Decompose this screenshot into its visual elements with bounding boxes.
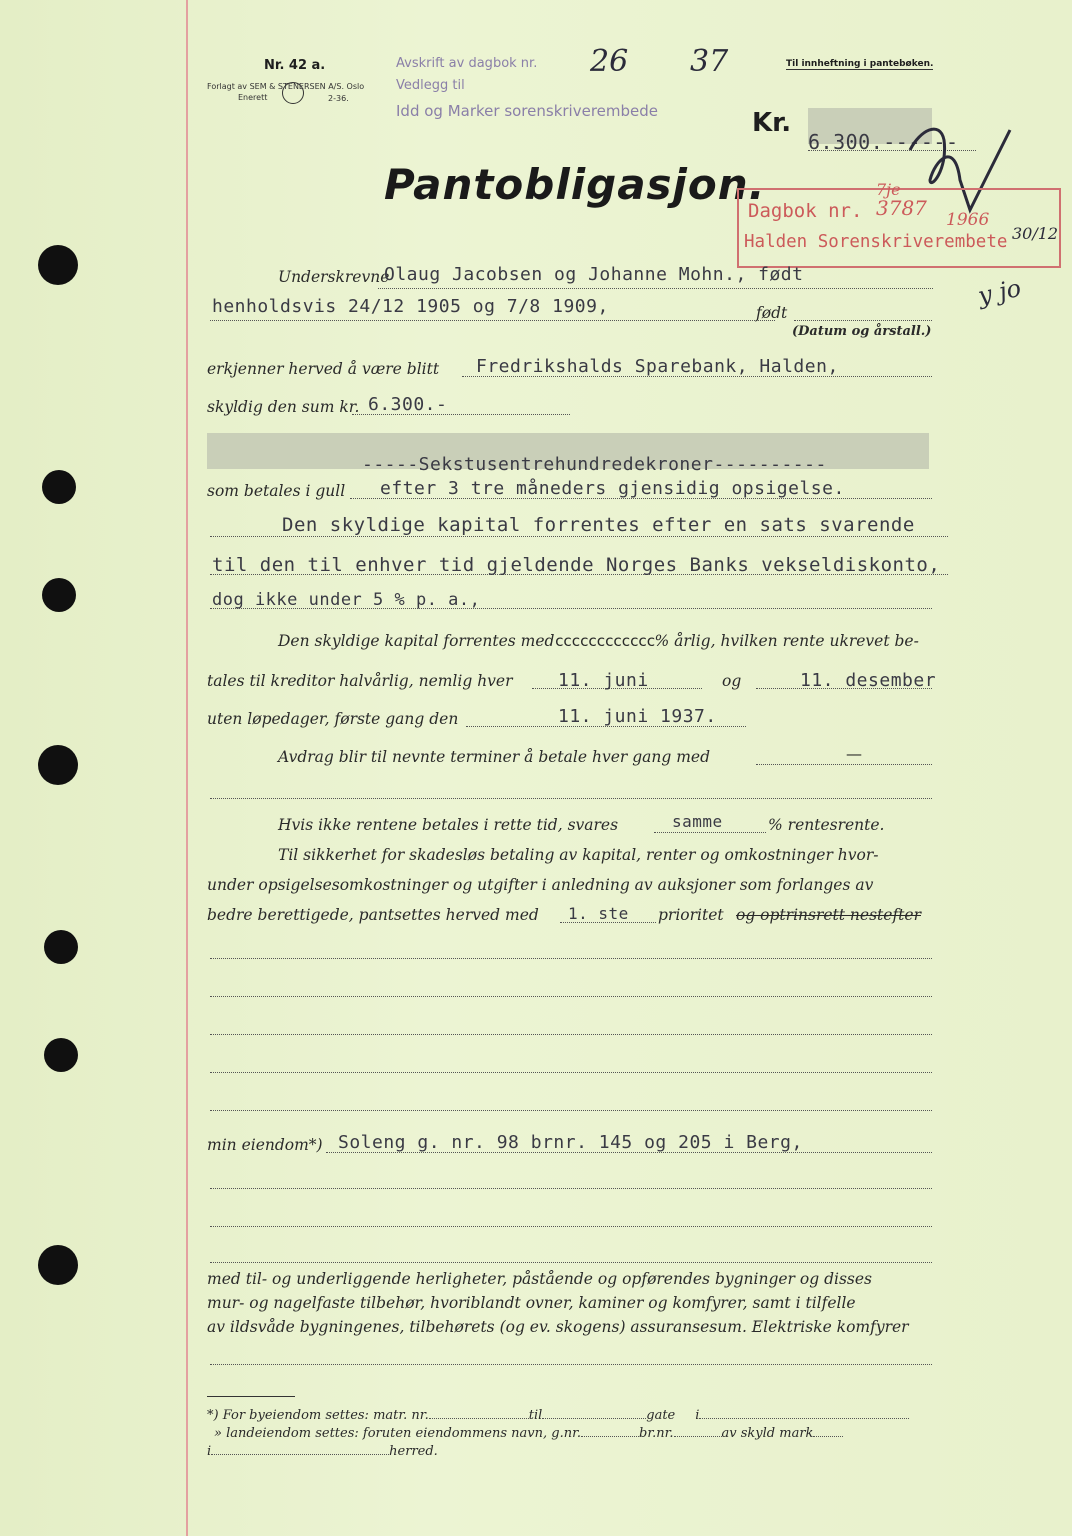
optrinsrett-struck: og optrinsrett nestefter [736,906,921,924]
punch-hole-5 [44,930,78,964]
kr-amount: 6.300.------ [808,130,959,154]
undersigned-label: Underskrevne [278,268,390,286]
publisher-logo [282,82,304,104]
interest-struck: cccccccccccc [554,632,655,650]
punch-hole-7 [38,1245,78,1285]
footnote-line-1: *) For byeiendom settes: matr. nr. til gate i [207,1408,909,1423]
top-right-note: Til innheftning i pantebøken. [786,59,934,69]
birth-dates: henholdsvis 24/12 1905 og 7/8 1909, [212,296,609,317]
first-time-label: uten løpedager, første gang den [207,710,459,728]
amount-in-words: -----Sekstusentrehundredekroner---------- [362,454,827,475]
penalty-value: samme [672,812,723,831]
margin-rule [186,0,188,1536]
year-handwritten: 37 [690,44,729,79]
footnote-line-2: » landeiendom settes: foruten eiendommens navn, g.nr. br.nr. av skyld mark [214,1426,843,1441]
document-title: Pantobligasjon. [384,160,766,209]
installment-value: — [846,744,862,763]
second-term: 11. desember [800,670,937,691]
interest-clause-1: Den skyldige kapital forrentes efter en sats svarende [282,514,915,536]
red-stamp-dagbok: Dagbok nr. [748,200,863,222]
publisher-date: 2-36. [328,94,349,103]
born-label: født [756,304,788,322]
security-line-1: Til sikkerhet for skadesløs betaling av kapital, renter og omkostninger hvor- [278,846,879,864]
datum-note: (Datum og årstall.) [792,324,932,339]
appurtenances-line-2: mur- og nagelfaste tilbehør, hvoriblandt ovner, kaminer og komfyrer, samt i tilfelle [207,1294,856,1312]
punch-hole-3 [42,578,76,612]
security-line-3-a: bedre berettigede, pantsettes herved med [207,906,539,924]
punch-hole-2 [42,470,76,504]
red-stamp-embede: Halden Sorenskriverembete [744,232,1008,252]
footnote-line-3: i herred. [207,1444,438,1459]
first-term: 11. juni [558,670,649,691]
appurtenances-line-3: av ildsvåde bygningenes, tilbehørets (og ev. skogens) assuransesum. Elektriske komfyrer [207,1318,909,1336]
appurtenances-line-1: med til- og underliggende herligheter, påstående og opførendes bygninger og disses [207,1270,872,1288]
creditor: Fredrikshalds Sparebank, Halden, [476,356,839,377]
interest-clause-2: til den til enhver tid gjeldende Norges Banks vekseldiskonto, [212,554,941,576]
punch-hole-4 [38,745,78,785]
installment-text: Avdrag blir til nevnte terminer å betale hver gang med [278,748,710,766]
stamp-embede: Idd og Marker sorenskriverembede [396,102,659,120]
publisher-enerett: Enerett [238,93,268,102]
footnote-rule [207,1396,295,1397]
interest-line-a: Den skyldige kapital forrentes medcccccccccccc% årlig, hvilken rente ukrevet be- [278,632,919,650]
payment-terms: efter 3 tre måneders gjensidig opsigelse. [380,478,845,499]
penalty-text-a: Hvis ikke rentene betales i rette tid, svares [278,816,619,834]
debtors: Olaug Jacobsen og Johanne Mohn., født [384,264,804,285]
interest-clause-3: dog ikke under 5 % p. a., [212,590,481,610]
dagbok-number-handwritten: 26 [590,44,629,79]
red-stamp-year: 1966 [946,210,990,230]
priority-value: 1. ste [568,904,629,923]
punch-hole-1 [38,245,78,285]
sum-value: 6.300.- [368,394,448,415]
punch-hole-6 [44,1038,78,1072]
property-value: Soleng g. nr. 98 brnr. 145 og 205 i Berg, [338,1132,803,1153]
penalty-text-b: % rentesrente. [768,816,885,834]
publisher-line: Forlagt av SEM & STENERSEN A/S. Oslo [207,82,365,91]
red-stamp-number: 3787 [876,196,927,220]
sum-label: skyldig den sum kr. [207,398,360,416]
kr-label: Kr. [752,108,792,138]
red-stamp-date: 30/12 [1012,224,1059,243]
priority-label: prioritet [658,906,724,924]
stamp-avskrift: Avskrift av dagbok nr. [396,56,538,71]
margin-initials: y jo [975,273,1024,311]
form-number: Nr. 42 a. [264,58,326,73]
red-stamp-overwrite: 7je [876,180,901,199]
property-label: min eiendom*) [207,1136,323,1154]
acknowledge-label: erkjenner herved å være blitt [207,360,440,378]
stamp-vedlegg: Vedlegg til [396,78,465,93]
and-label: og [722,672,742,690]
payable-label: som betales i gull [207,482,346,500]
first-payment-date: 11. juni 1937. [558,706,717,727]
semiannual-label: tales til kreditor halvårlig, nemlig hver [207,672,513,690]
security-line-2: under opsigelsesomkostninger og utgifter i anledning av auksjoner som forlanges av [207,876,874,894]
